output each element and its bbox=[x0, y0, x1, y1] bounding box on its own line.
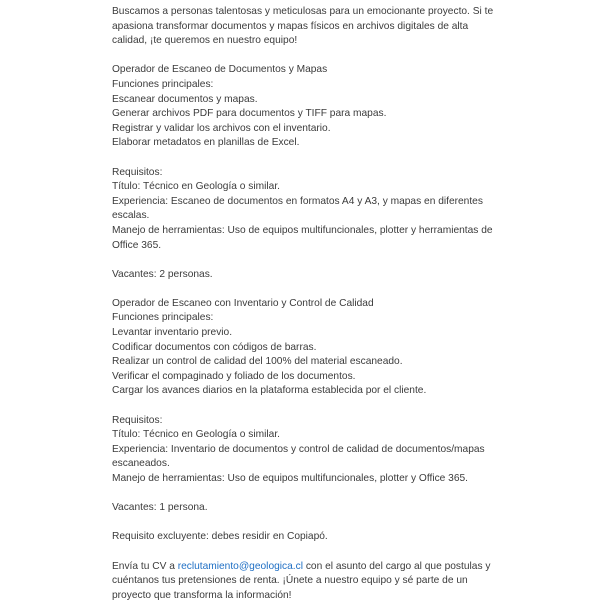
intro-line: Buscamos a personas talentosas y meticulosas para un emocionante proyecto. Si te bbox=[112, 6, 494, 17]
spacer bbox=[112, 399, 502, 414]
spacer bbox=[112, 282, 502, 297]
spacer bbox=[112, 545, 502, 560]
spacer bbox=[112, 151, 502, 166]
job-post bbox=[112, 5, 502, 603]
role1-vacancies: Vacantes: 2 personas. bbox=[112, 268, 213, 280]
role2-requirements-header: Requisitos: bbox=[112, 414, 163, 426]
role1-title: Operador de Escaneo de Documentos y Mapas bbox=[112, 64, 328, 76]
cta-line-2: cuéntanos tus pretensiones de renta. ¡Únete a nuestro equipo y sé parte de un bbox=[112, 575, 468, 587]
spacer bbox=[112, 516, 502, 531]
role1-function: Escanear documentos y mapas. bbox=[112, 93, 258, 105]
role2-title: Operador de Escaneo con Inventario y Control de Calidad bbox=[112, 297, 374, 309]
exclusion-note: Requisito excluyente: debes residir en Copiapó. bbox=[112, 531, 328, 543]
role1-function: Generar archivos PDF para documentos y TIFF para mapas. bbox=[112, 108, 387, 120]
role2-vacancies: Vacantes: 1 persona. bbox=[112, 502, 208, 514]
cta-text: Envía tu CV a bbox=[112, 560, 178, 572]
role1-requirement: escalas. bbox=[112, 210, 150, 222]
role2-function: Verificar el compaginado y foliado de los documentos. bbox=[112, 370, 356, 382]
role2-function: Cargar los avances diarios en la plataforma establecida por el cliente. bbox=[112, 385, 427, 397]
cta-text: con el asunto del cargo al que postulas y bbox=[303, 560, 491, 572]
spacer bbox=[112, 253, 502, 268]
role1-functions-header: Funciones principales: bbox=[112, 78, 214, 90]
role2-function: Realizar un control de calidad del 100% del material escaneado. bbox=[112, 356, 403, 368]
cta-line-1 bbox=[112, 560, 502, 575]
role2-function: Codificar documentos con códigos de barras. bbox=[112, 341, 317, 353]
role1-function: Registrar y validar los archivos con el inventario. bbox=[112, 122, 331, 134]
role2-requirement: Experiencia: Inventario de documentos y control de calidad de documentos/mapas bbox=[112, 443, 485, 455]
email-link[interactable]: reclutamiento@geologica.cl bbox=[177, 560, 303, 572]
intro-line: calidad, ¡te queremos en nuestro equipo! bbox=[112, 35, 298, 47]
intro-line: apasiona transformar documentos y mapas físicos en archivos digitales de alta bbox=[112, 20, 469, 32]
spacer bbox=[112, 49, 502, 64]
role2-requirement: Título: Técnico en Geología o similar. bbox=[112, 429, 280, 441]
role2-requirement: escaneados. bbox=[112, 458, 170, 470]
role1-function: Elaborar metadatos en planillas de Excel. bbox=[112, 137, 300, 149]
role2-functions-header: Funciones principales: bbox=[112, 312, 214, 324]
role1-requirement: Office 365. bbox=[112, 239, 162, 251]
role1-requirement: Título: Técnico en Geología o similar. bbox=[112, 181, 280, 193]
cta-line-3: proyecto que transforma la información! bbox=[112, 589, 292, 601]
spacer bbox=[112, 487, 502, 502]
role1-requirement: Experiencia: Escaneo de documentos en formatos A4 y A3, y mapas en diferentes bbox=[112, 195, 483, 207]
role1-requirement: Manejo de herramientas: Uso de equipos multifuncionales, plotter y herramientas de bbox=[112, 224, 493, 236]
role1-requirements-header: Requisitos: bbox=[112, 166, 163, 178]
role2-function: Levantar inventario previo. bbox=[112, 327, 233, 339]
role2-requirement: Manejo de herramientas: Uso de equipos multifuncionales, plotter y Office 365. bbox=[112, 473, 469, 484]
